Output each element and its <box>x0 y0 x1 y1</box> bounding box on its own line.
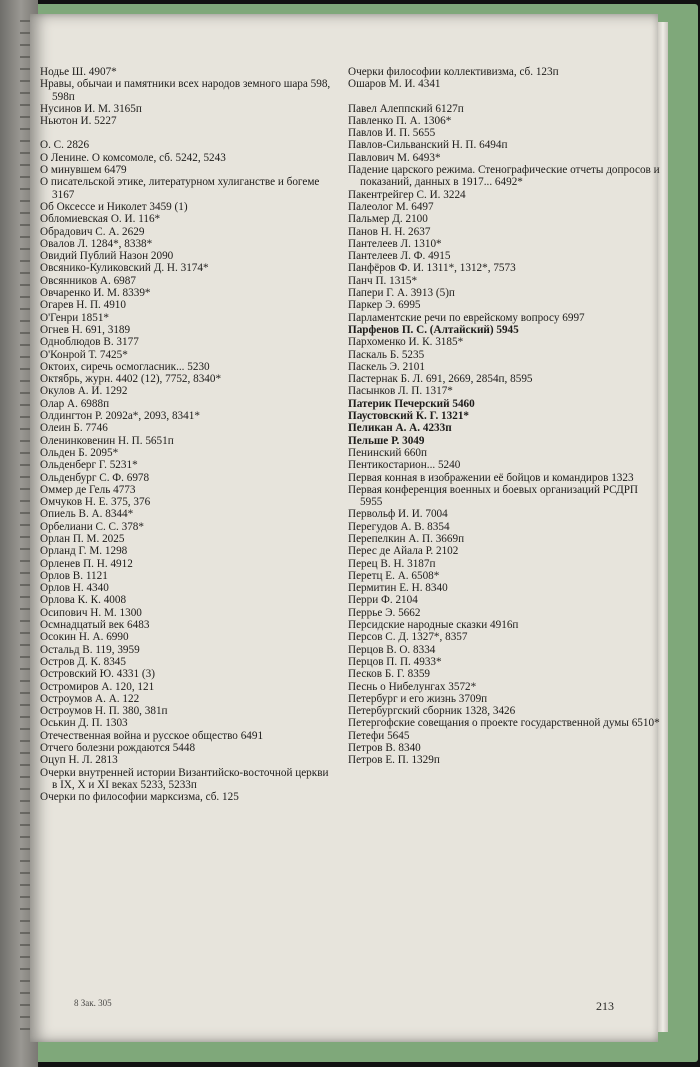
index-entry: Нодье Ш. 4907* <box>40 66 117 78</box>
index-entry: Олдингтон Р. 2092а*, 2093, 8341* <box>40 410 200 423</box>
index-entry: Опиель В. А. 8344* <box>40 508 134 521</box>
index-entry: Паскаль Б. 5235 <box>348 348 425 361</box>
index-entry: Перетц Е. А. 6508* <box>348 569 440 582</box>
index-entry: Панов Н. Н. 2637 <box>348 225 431 238</box>
index-entry: Песнь о Нибелунгах 3572* <box>348 680 477 693</box>
index-entry: Орбелиани С. С. 378* <box>40 520 144 533</box>
index-entry: Олеин Б. 7746 <box>40 422 108 435</box>
index-entry: Пальмер Д. 2100 <box>348 213 428 226</box>
index-entry: Перегудов А. В. 8354 <box>348 520 450 533</box>
index-entry: Пархоменко И. К. 3185* <box>348 336 464 349</box>
index-entry: Осипович Н. М. 1300 <box>40 606 142 619</box>
index-entry: Орлова К. К. 4008 <box>40 594 127 607</box>
index-entry: Обрадович С. А. 2629 <box>40 225 145 238</box>
index-entry: Оммер де Гель 4773 <box>40 483 136 496</box>
index-entry: Островский Ю. 4331 (3) <box>40 668 155 681</box>
printer-signature: 8 Зак. 305 <box>74 998 112 1008</box>
index-entry: Петербург и его жизнь 3709п <box>348 692 488 705</box>
index-entry: Перрье Э. 5662 <box>348 606 421 619</box>
page-number: 213 <box>596 999 614 1013</box>
index-entry: О Ленине. О комсомоле, сб. 5242, 5243 <box>40 151 226 164</box>
index-entry: Обломиевская О. И. 116* <box>40 213 161 226</box>
index-entry: Орланд Г. М. 1298 <box>40 545 128 558</box>
index-entry: Павлович М. 6493* <box>348 151 441 164</box>
index-entry: Овсянников А. 6987 <box>40 274 136 287</box>
index-entry: Первая конная в изображении её бойцов и командиров 1323 <box>348 471 634 484</box>
index-entry: Остроумов Н. П. 380, 381п <box>40 705 168 718</box>
index-entry: Первая конференция военных и боевых организаций РСДРП 5955 <box>348 483 639 509</box>
index-column-right <box>348 66 660 767</box>
index-entry: Октябрь, журн. 4402 (12), 7752, 8340* <box>40 373 222 386</box>
index-entry: Пасынков Л. П. 1317* <box>348 385 453 398</box>
index-entry: Олар А. 6988п <box>40 397 110 410</box>
index-entry: Орлан П. М. 2025 <box>40 532 125 545</box>
index-entry: Патерик Печерский 5460 <box>348 397 475 410</box>
index-entry: Паркер Э. 6995 <box>348 299 421 312</box>
index-entry: Парфенов П. С. (Алтайский) 5945 <box>348 323 519 336</box>
index-entry: О минувшем 6479 <box>40 164 127 177</box>
index-entry: Парламентские речи по еврейскому вопросу 6997 <box>348 311 585 324</box>
index-entry: Оленинковенин Н. П. 5651п <box>40 434 174 447</box>
index-entry: О писательской этике, литературном хулиганстве и богеме 3167 <box>40 176 320 201</box>
index-entry: Пельше Р. 3049 <box>348 434 425 447</box>
index-entry: Пермитин Е. Н. 8340 <box>348 582 448 595</box>
index-entry: Персидские народные сказки 4916п <box>348 619 519 632</box>
index-entry: Очерки внутренней истории Византийско-восточной церкви в IX, X и XI веках 5233, 5233п <box>40 766 329 791</box>
index-entry: Ольден Б. 2095* <box>40 446 119 459</box>
index-entry: Перес де Айала Р. 2102 <box>348 545 459 558</box>
index-entry: Орленев П. Н. 4912 <box>40 557 133 570</box>
index-entry: Остров Д. К. 8345 <box>40 655 126 668</box>
index-entry: Остроумов А. А. 122 <box>40 692 140 705</box>
index-entry: Оськин Д. П. 1303 <box>40 717 128 730</box>
index-entry: Овидий Публий Назон 2090 <box>40 250 174 263</box>
index-entry: Огнев Н. 691, 3189 <box>40 323 131 336</box>
index-entry: Пакентрейгер С. И. 3224 <box>348 188 466 201</box>
index-entry: Палеолог М. 6497 <box>348 200 434 213</box>
index-entry: Овсянико-Куликовский Д. Н. 3174* <box>40 262 209 275</box>
index-entry: Ньютон И. 5227 <box>40 115 117 128</box>
index-entry: Перепелкин А. П. 3669п <box>348 532 465 545</box>
index-entry: Песков Б. Г. 8359 <box>348 668 431 681</box>
index-entry: Октоих, сиречь осмогласник... 5230 <box>40 360 210 373</box>
index-entry: Паустовский К. Г. 1321* <box>348 410 470 423</box>
index-entry: Петров В. 8340 <box>348 742 421 755</box>
index-page <box>30 14 658 1042</box>
index-entry: Паскель Э. 2101 <box>348 360 425 373</box>
index-entry: Омчуков Н. Е. 375, 376 <box>40 496 151 509</box>
index-entry: Перцов П. П. 4933* <box>348 655 442 668</box>
index-entry: Окулов А. И. 1292 <box>40 385 128 398</box>
index-entry: Пенинский 660п <box>348 446 427 459</box>
index-entry: Ольденберг Г. 5231* <box>40 459 138 472</box>
index-entry: Отчего болезни рождаются 5448 <box>40 742 196 755</box>
index-entry: Перец В. Н. 3187п <box>348 557 436 570</box>
index-entry: Одноблюдов В. 3177 <box>40 336 139 349</box>
index-column-left <box>40 66 332 804</box>
index-entry: Первольф И. И. 7004 <box>348 508 448 521</box>
index-entry: Овчаренко И. М. 8339* <box>40 287 151 300</box>
index-entry: Ольденбург С. Ф. 6978 <box>40 471 150 484</box>
index-entry: Панч П. 1315* <box>348 274 418 287</box>
index-entry: Овалов Л. 1284*, 8338* <box>40 237 153 250</box>
index-entry: Огарев Н. П. 4910 <box>40 299 126 312</box>
index-entry: Петров Е. П. 1329п <box>348 754 440 767</box>
index-entry: Перцов В. О. 8334 <box>348 643 436 656</box>
index-entry: Пантелеев Л. Ф. 4915 <box>348 250 451 263</box>
index-entry: Петербургский сборник 1328, 3426 <box>348 705 516 718</box>
index-entry: Перри Ф. 2104 <box>348 594 418 607</box>
index-entry: Очерки философии коллективизма, сб. 123п <box>348 66 559 78</box>
index-entry: Оцуп Н. Л. 2813 <box>40 754 118 767</box>
index-entry: Нусинов И. М. 3165п <box>40 102 142 115</box>
index-entry: Петергофские совещания о проекте государственной думы 6510* <box>348 717 660 730</box>
index-entry: Орлов Н. 4340 <box>40 582 109 595</box>
index-entry: Об Оксессе и Николет 3459 (1) <box>40 200 188 213</box>
index-entry: Пеликан А. А. 4233п <box>348 422 452 435</box>
index-entry: Орлов В. 1121 <box>40 569 108 582</box>
index-entry: Пентикостарион... 5240 <box>348 459 461 472</box>
index-entry: Петефи 5645 <box>348 729 410 742</box>
index-entry: Осокин Н. А. 6990 <box>40 631 129 644</box>
index-entry: Пантелеев Л. 1310* <box>348 237 442 250</box>
index-entry: О'Генри 1851* <box>40 311 110 324</box>
index-entry: О. С. 2826 <box>40 139 90 152</box>
index-entry: Очерки по философии марксизма, сб. 125 <box>40 791 239 804</box>
index-entry: Павел Алеппский 6127п <box>348 102 464 115</box>
index-entry: Павлов-Сильванский Н. П. 6494п <box>348 139 508 152</box>
index-entry: Персов С. Д. 1327*, 8357 <box>348 631 468 644</box>
index-entry: Панфёров Ф. И. 1311*, 1312*, 7573 <box>348 262 516 275</box>
index-entry: Пастернак Б. Л. 691, 2669, 2854п, 8595 <box>348 373 533 386</box>
index-entry: Папери Г. А. 3913 (5)п <box>348 287 455 300</box>
index-entry: Ошаров М. И. 4341 <box>348 78 441 91</box>
index-entry: Павлов И. П. 5655 <box>348 127 436 140</box>
index-entry: Остальд В. 119, 3959 <box>40 643 140 656</box>
index-entry: Осмнадцатый век 6483 <box>40 619 150 632</box>
index-entry: Отечественная война и русское общество 6491 <box>40 729 264 742</box>
index-entry: Остромиров А. 120, 121 <box>40 680 155 693</box>
index-entry: Падение царского режима. Стенографические отчеты допросов и показаний, данных в 1917... 6492* <box>348 164 660 189</box>
index-entry: Нравы, обычаи и памятники всех народов земного шара 598, 598п <box>40 78 331 103</box>
index-entry: Павленко П. А. 1306* <box>348 114 452 127</box>
index-entry: О'Конрой Т. 7425* <box>40 348 128 361</box>
